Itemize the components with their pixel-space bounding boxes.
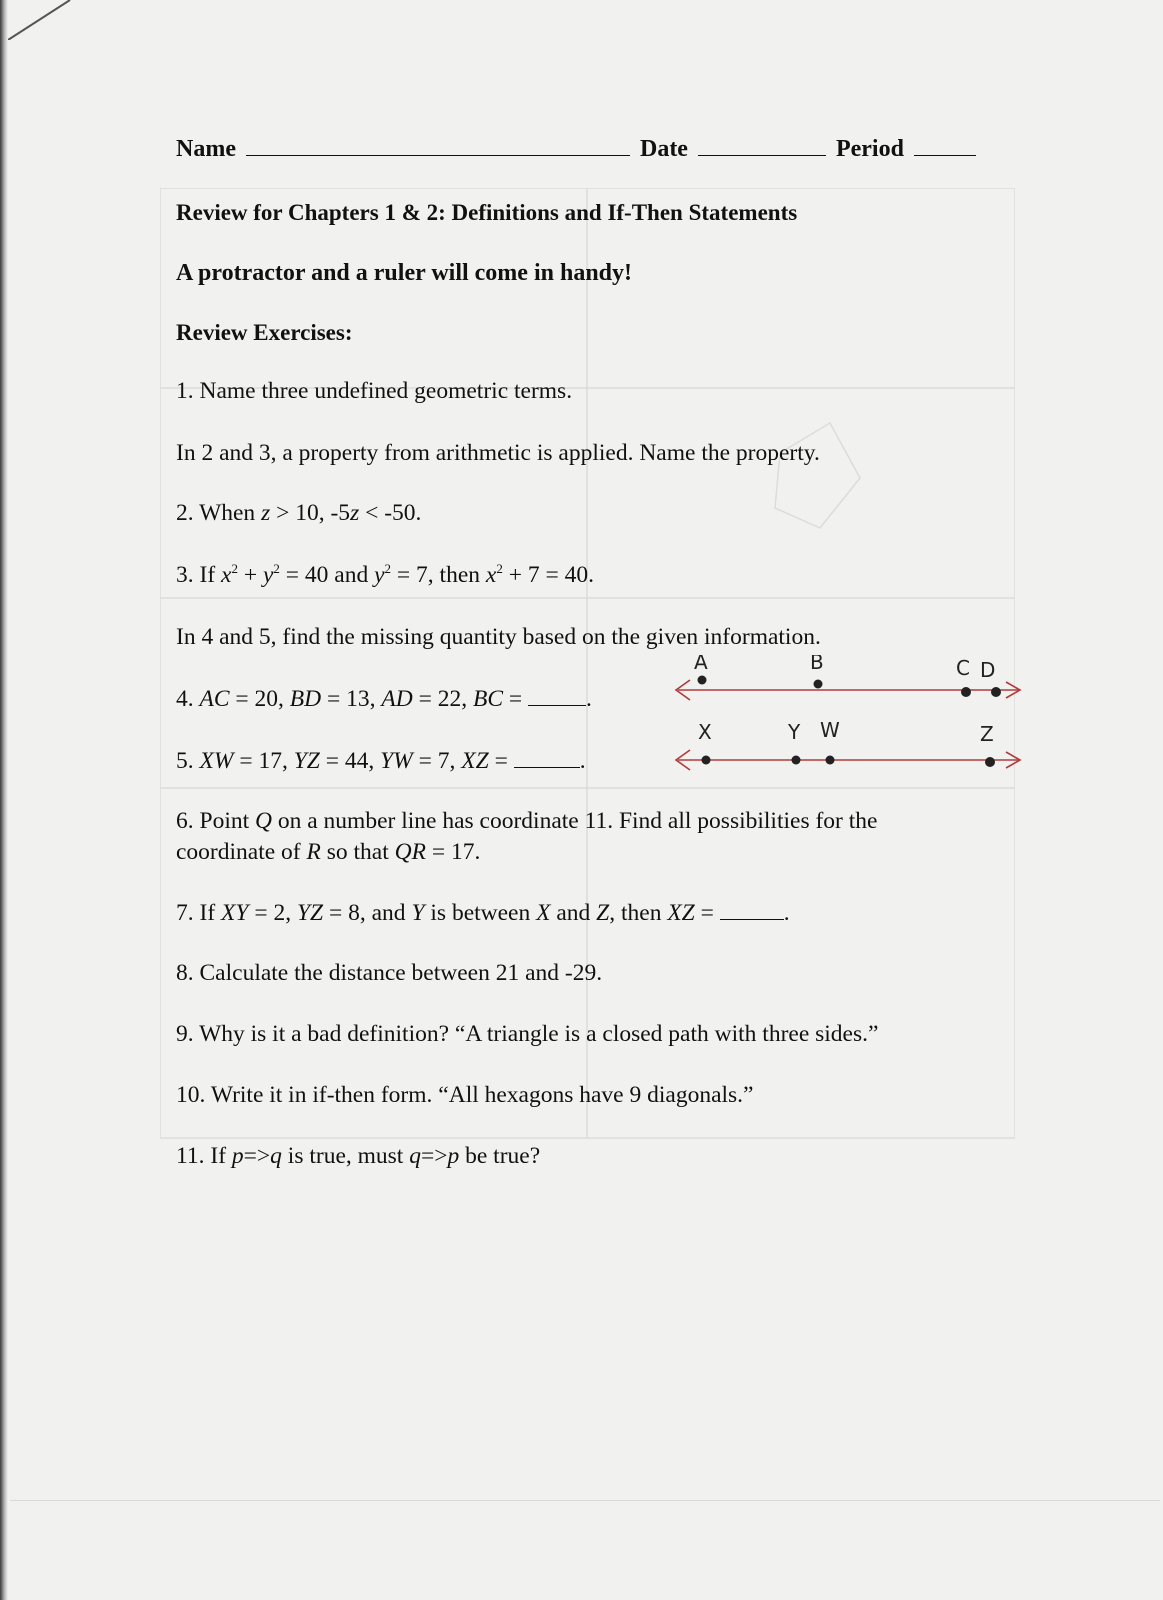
point-b bbox=[814, 680, 823, 689]
exercise-10: 10. Write it in if-then form. “All hexagons have 9 diagonals.” bbox=[176, 1082, 754, 1108]
date-field[interactable] bbox=[698, 154, 826, 156]
point-w bbox=[826, 756, 835, 765]
exercise-9: 9. Why is it a bad definition? “A triangle is a closed path with three sides.” bbox=[176, 1021, 879, 1047]
label-d: D bbox=[980, 658, 996, 682]
label-z: Z bbox=[980, 722, 994, 746]
label-c: C bbox=[956, 656, 970, 680]
label-x: X bbox=[698, 720, 712, 744]
answer-blank[interactable] bbox=[514, 766, 580, 768]
period-label: Period bbox=[835, 136, 904, 162]
exercise-7: 7. If XY = 2, YZ = 8, and Y is between X and Z, then XZ = . bbox=[176, 900, 790, 926]
exercise-11: 11. If p=>q is true, must q=>p be true? bbox=[176, 1143, 541, 1169]
date-label: Date bbox=[639, 136, 688, 162]
intro-4-5: In 4 and 5, find the missing quantity based on the given information. bbox=[176, 624, 821, 650]
point-y bbox=[792, 756, 801, 765]
exercise-8: 8. Calculate the distance between 21 and -29. bbox=[176, 960, 603, 986]
number-line-sketch bbox=[668, 655, 1048, 795]
point-d bbox=[991, 687, 1001, 697]
exercise-1: 1. Name three undefined geometric terms. bbox=[176, 378, 573, 404]
point-c bbox=[961, 687, 971, 697]
answer-blank[interactable] bbox=[528, 704, 586, 706]
bottom-rule bbox=[10, 1500, 1160, 1501]
exercise-6-line2: coordinate of R so that QR = 17. bbox=[176, 839, 481, 865]
label-y: Y bbox=[788, 720, 801, 744]
label-a: A bbox=[694, 655, 708, 674]
page-title: Review for Chapters 1 & 2: Definitions and If-Then Statements bbox=[176, 200, 798, 225]
name-field[interactable] bbox=[246, 154, 630, 156]
exercise-4: 4. AC = 20, BD = 13, AD = 22, BC = . bbox=[176, 686, 592, 712]
point-z bbox=[985, 757, 995, 767]
label-w: W bbox=[820, 718, 840, 742]
period-field[interactable] bbox=[914, 154, 976, 156]
answer-blank[interactable] bbox=[720, 918, 784, 920]
section-title: Review Exercises: bbox=[176, 320, 353, 345]
exercise-2: 2. When z > 10, -5z < -50. bbox=[176, 500, 422, 526]
label-b: B bbox=[810, 655, 824, 674]
name-label: Name bbox=[176, 136, 236, 162]
exercise-6-line1: 6. Point Q on a number line has coordinate 11. Find all possibilities for the bbox=[176, 808, 878, 834]
exercise-5: 5. XW = 17, YZ = 44, YW = 7, XZ = . bbox=[176, 748, 586, 774]
point-x bbox=[702, 756, 711, 765]
header-row bbox=[176, 136, 980, 163]
point-a bbox=[698, 676, 707, 685]
exercise-3: 3. If $x^2 + y^2 = 40$ and $y^2 = 7$, then $x^2 + 7 = 40$. bbox=[176, 561, 594, 588]
intro-2-3: In 2 and 3, a property from arithmetic is applied. Name the property. bbox=[176, 440, 820, 466]
scan-edge bbox=[0, 0, 8, 1600]
note: A protractor and a ruler will come in handy! bbox=[176, 260, 632, 286]
scan-corner-fold bbox=[8, 0, 78, 40]
